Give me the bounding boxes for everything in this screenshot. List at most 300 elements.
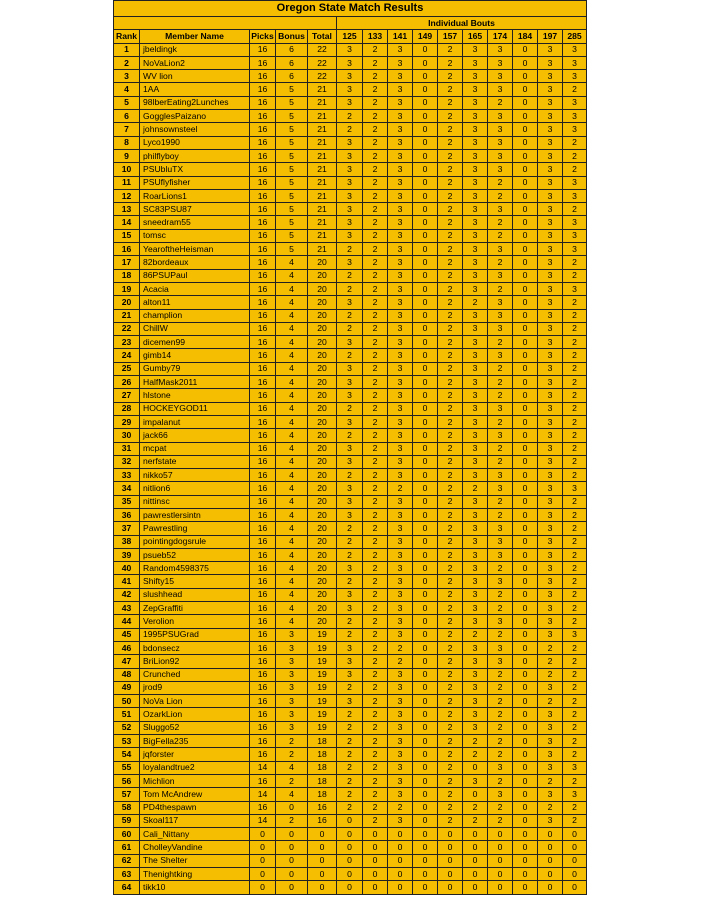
cell-bout-141: 3	[388, 349, 413, 362]
cell-bout-133: 2	[363, 575, 388, 588]
cell-bout-125: 3	[337, 389, 363, 402]
cell-bout-125: 3	[337, 362, 363, 375]
cell-rank: 62	[114, 854, 140, 867]
cell-bout-165: 3	[463, 70, 488, 83]
cell-bout-197: 3	[538, 256, 563, 269]
cell-picks: 16	[250, 43, 276, 56]
cell-bout-174: 2	[488, 668, 513, 681]
cell-bout-165: 3	[463, 376, 488, 389]
cell-bout-197: 3	[538, 788, 563, 801]
cell-bout-149: 0	[413, 362, 438, 375]
cell-picks: 16	[250, 522, 276, 535]
results-table	[113, 0, 587, 895]
cell-bout-184: 0	[513, 336, 538, 349]
cell-bout-125: 0	[337, 841, 363, 854]
cell-bout-184: 0	[513, 269, 538, 282]
cell-bout-165: 3	[463, 508, 488, 521]
cell-picks: 16	[250, 442, 276, 455]
cell-picks: 16	[250, 70, 276, 83]
cell-member-name: Crunched	[140, 668, 250, 681]
cell-bout-174: 2	[488, 362, 513, 375]
cell-bout-157: 2	[438, 415, 463, 428]
cell-bout-149: 0	[413, 243, 438, 256]
cell-bout-149: 0	[413, 721, 438, 734]
cell-bout-197: 3	[538, 748, 563, 761]
cell-bout-133: 2	[363, 508, 388, 521]
cell-member-name: nerfstate	[140, 455, 250, 468]
cell-bout-125: 2	[337, 774, 363, 787]
cell-bout-165: 3	[463, 123, 488, 136]
cell-bonus: 3	[276, 721, 308, 734]
cell-member-name: nitlion6	[140, 482, 250, 495]
cell-member-name: mcpat	[140, 442, 250, 455]
cell-bout-197: 3	[538, 602, 563, 615]
cell-total: 16	[308, 814, 337, 827]
cell-bout-141: 3	[388, 814, 413, 827]
cell-bout-133: 2	[363, 469, 388, 482]
cell-bout-184: 0	[513, 681, 538, 694]
cell-total: 0	[308, 854, 337, 867]
cell-bout-165: 2	[463, 748, 488, 761]
cell-bout-133: 2	[363, 189, 388, 202]
cell-member-name: alton11	[140, 296, 250, 309]
cell-bout-285: 2	[563, 641, 587, 654]
cell-bout-125: 3	[337, 336, 363, 349]
cell-bout-157: 2	[438, 495, 463, 508]
cell-bout-285: 2	[563, 296, 587, 309]
cell-bout-165: 3	[463, 243, 488, 256]
cell-bout-197: 3	[538, 216, 563, 229]
cell-total: 20	[308, 588, 337, 601]
cell-rank: 44	[114, 615, 140, 628]
cell-bout-174: 2	[488, 216, 513, 229]
cell-member-name: johnsownsteel	[140, 123, 250, 136]
cell-bonus: 4	[276, 269, 308, 282]
cell-rank: 10	[114, 163, 140, 176]
cell-bout-157: 2	[438, 695, 463, 708]
cell-member-name: pawrestlersintn	[140, 508, 250, 521]
cell-bout-133: 2	[363, 322, 388, 335]
cell-bout-149: 0	[413, 429, 438, 442]
cell-bonus: 3	[276, 681, 308, 694]
cell-bout-285: 2	[563, 256, 587, 269]
cell-bout-285: 2	[563, 548, 587, 561]
table-row	[114, 243, 587, 256]
cell-total: 20	[308, 442, 337, 455]
header-spacer	[114, 17, 337, 30]
cell-bout-149: 0	[413, 841, 438, 854]
cell-bout-184: 0	[513, 588, 538, 601]
cell-bout-125: 3	[337, 455, 363, 468]
cell-bout-174: 2	[488, 229, 513, 242]
cell-bout-157: 2	[438, 641, 463, 654]
cell-rank: 55	[114, 761, 140, 774]
cell-bout-184: 0	[513, 70, 538, 83]
cell-bout-133: 2	[363, 43, 388, 56]
cell-member-name: tikk10	[140, 881, 250, 894]
cell-bonus: 4	[276, 602, 308, 615]
cell-bout-133: 2	[363, 482, 388, 495]
cell-rank: 37	[114, 522, 140, 535]
cell-member-name: jrod9	[140, 681, 250, 694]
cell-bout-141: 3	[388, 216, 413, 229]
cell-bout-141: 3	[388, 389, 413, 402]
table-row	[114, 376, 587, 389]
cell-total: 21	[308, 216, 337, 229]
cell-bout-157: 2	[438, 256, 463, 269]
cell-rank: 61	[114, 841, 140, 854]
cell-bout-125: 2	[337, 761, 363, 774]
cell-bout-184: 0	[513, 243, 538, 256]
cell-bout-141: 3	[388, 189, 413, 202]
cell-bout-197: 3	[538, 469, 563, 482]
cell-picks: 0	[250, 841, 276, 854]
cell-bout-157: 2	[438, 362, 463, 375]
cell-member-name: BigFella235	[140, 735, 250, 748]
cell-member-name: WV lion	[140, 70, 250, 83]
cell-bout-285: 2	[563, 136, 587, 149]
cell-bout-174: 2	[488, 721, 513, 734]
table-row	[114, 296, 587, 309]
cell-rank: 35	[114, 495, 140, 508]
cell-bout-133: 2	[363, 801, 388, 814]
cell-bout-133: 2	[363, 136, 388, 149]
cell-bonus: 6	[276, 43, 308, 56]
cell-bonus: 4	[276, 442, 308, 455]
cell-bout-125: 2	[337, 349, 363, 362]
cell-member-name: 82bordeaux	[140, 256, 250, 269]
cell-bout-157: 2	[438, 588, 463, 601]
cell-member-name: Acacia	[140, 282, 250, 295]
cell-bout-184: 0	[513, 854, 538, 867]
cell-picks: 0	[250, 868, 276, 881]
cell-bout-285: 3	[563, 176, 587, 189]
table-row	[114, 362, 587, 375]
cell-bout-149: 0	[413, 495, 438, 508]
cell-bout-197: 3	[538, 149, 563, 162]
cell-member-name: slushhead	[140, 588, 250, 601]
cell-bout-149: 0	[413, 548, 438, 561]
cell-bout-165: 3	[463, 641, 488, 654]
cell-bout-125: 2	[337, 309, 363, 322]
cell-rank: 63	[114, 868, 140, 881]
cell-bout-125: 3	[337, 641, 363, 654]
cell-picks: 16	[250, 469, 276, 482]
cell-bout-184: 0	[513, 163, 538, 176]
cell-rank: 45	[114, 628, 140, 641]
cell-picks: 16	[250, 189, 276, 202]
table-row	[114, 282, 587, 295]
cell-bout-149: 0	[413, 868, 438, 881]
cell-bout-165: 3	[463, 136, 488, 149]
cell-bout-149: 0	[413, 189, 438, 202]
column-header-bout-125: 125	[337, 30, 363, 43]
cell-member-name: 1995PSUGrad	[140, 628, 250, 641]
cell-total: 21	[308, 176, 337, 189]
cell-bout-149: 0	[413, 788, 438, 801]
cell-bout-133: 2	[363, 641, 388, 654]
table-row	[114, 336, 587, 349]
cell-bout-165: 3	[463, 336, 488, 349]
cell-bout-184: 0	[513, 522, 538, 535]
cell-bout-285: 2	[563, 814, 587, 827]
cell-bout-174: 3	[488, 163, 513, 176]
cell-bout-133: 2	[363, 70, 388, 83]
cell-bout-285: 3	[563, 229, 587, 242]
cell-bout-174: 2	[488, 495, 513, 508]
table-row	[114, 229, 587, 242]
cell-bout-197: 3	[538, 402, 563, 415]
table-row	[114, 548, 587, 561]
cell-bout-133: 2	[363, 655, 388, 668]
cell-bout-174: 2	[488, 455, 513, 468]
table-row	[114, 429, 587, 442]
cell-bout-285: 2	[563, 163, 587, 176]
cell-member-name: sneedram55	[140, 216, 250, 229]
cell-bout-285: 2	[563, 149, 587, 162]
cell-bout-141: 3	[388, 269, 413, 282]
cell-total: 20	[308, 615, 337, 628]
cell-bout-149: 0	[413, 309, 438, 322]
cell-member-name: tomsc	[140, 229, 250, 242]
cell-bout-141: 3	[388, 70, 413, 83]
cell-bout-197: 3	[538, 681, 563, 694]
cell-picks: 16	[250, 362, 276, 375]
cell-rank: 52	[114, 721, 140, 734]
table-row	[114, 322, 587, 335]
cell-bout-197: 3	[538, 761, 563, 774]
cell-bout-165: 3	[463, 774, 488, 787]
cell-total: 20	[308, 362, 337, 375]
cell-bout-197: 3	[538, 123, 563, 136]
cell-bout-141: 3	[388, 376, 413, 389]
cell-bout-157: 2	[438, 482, 463, 495]
cell-picks: 16	[250, 721, 276, 734]
cell-total: 20	[308, 602, 337, 615]
cell-bout-184: 0	[513, 349, 538, 362]
cell-bout-141: 0	[388, 868, 413, 881]
cell-rank: 64	[114, 881, 140, 894]
table-row	[114, 602, 587, 615]
cell-bout-125: 3	[337, 56, 363, 69]
table-row	[114, 668, 587, 681]
cell-bout-125: 2	[337, 269, 363, 282]
cell-bout-165: 2	[463, 628, 488, 641]
cell-bout-133: 2	[363, 110, 388, 123]
cell-total: 21	[308, 163, 337, 176]
cell-bout-149: 0	[413, 402, 438, 415]
cell-bout-133: 2	[363, 814, 388, 827]
cell-bout-157: 2	[438, 56, 463, 69]
cell-bout-149: 0	[413, 774, 438, 787]
cell-bout-141: 3	[388, 256, 413, 269]
cell-bout-197: 0	[538, 841, 563, 854]
cell-bout-184: 0	[513, 868, 538, 881]
cell-member-name: The Shelter	[140, 854, 250, 867]
cell-bout-197: 3	[538, 349, 563, 362]
cell-bout-184: 0	[513, 562, 538, 575]
cell-member-name: hlstone	[140, 389, 250, 402]
cell-bout-197: 3	[538, 535, 563, 548]
cell-bonus: 0	[276, 828, 308, 841]
cell-bout-157: 2	[438, 309, 463, 322]
table-row	[114, 256, 587, 269]
cell-total: 21	[308, 136, 337, 149]
cell-bout-157: 2	[438, 655, 463, 668]
cell-bout-133: 2	[363, 668, 388, 681]
cell-bout-285: 0	[563, 854, 587, 867]
cell-bout-285: 2	[563, 735, 587, 748]
cell-rank: 9	[114, 149, 140, 162]
table-row	[114, 562, 587, 575]
cell-bout-184: 0	[513, 828, 538, 841]
cell-bout-149: 0	[413, 110, 438, 123]
cell-rank: 12	[114, 189, 140, 202]
cell-bout-174: 0	[488, 881, 513, 894]
cell-rank: 24	[114, 349, 140, 362]
cell-bout-125: 3	[337, 482, 363, 495]
cell-bout-149: 0	[413, 735, 438, 748]
cell-bout-141: 3	[388, 322, 413, 335]
cell-bout-157: 2	[438, 83, 463, 96]
cell-member-name: pointingdogsrule	[140, 535, 250, 548]
cell-picks: 16	[250, 615, 276, 628]
cell-bout-174: 2	[488, 735, 513, 748]
cell-picks: 0	[250, 854, 276, 867]
cell-bout-141: 3	[388, 282, 413, 295]
cell-picks: 16	[250, 336, 276, 349]
cell-bout-125: 2	[337, 402, 363, 415]
cell-bout-125: 3	[337, 668, 363, 681]
cell-bout-174: 3	[488, 535, 513, 548]
cell-bout-197: 2	[538, 655, 563, 668]
cell-member-name: Verolion	[140, 615, 250, 628]
cell-bout-165: 3	[463, 602, 488, 615]
cell-bout-184: 0	[513, 96, 538, 109]
cell-bout-141: 3	[388, 721, 413, 734]
cell-bout-184: 0	[513, 402, 538, 415]
cell-bonus: 5	[276, 83, 308, 96]
cell-bout-125: 3	[337, 176, 363, 189]
cell-bout-141: 3	[388, 535, 413, 548]
cell-bout-165: 3	[463, 655, 488, 668]
cell-bout-141: 3	[388, 442, 413, 455]
cell-bout-285: 2	[563, 655, 587, 668]
column-header-bout-184: 184	[513, 30, 538, 43]
cell-total: 20	[308, 548, 337, 561]
cell-picks: 16	[250, 96, 276, 109]
cell-bout-184: 0	[513, 774, 538, 787]
cell-total: 21	[308, 110, 337, 123]
cell-bout-133: 2	[363, 535, 388, 548]
cell-bout-149: 0	[413, 469, 438, 482]
cell-bonus: 4	[276, 256, 308, 269]
cell-bout-125: 3	[337, 149, 363, 162]
cell-bonus: 2	[276, 748, 308, 761]
cell-member-name: loyalandtrue2	[140, 761, 250, 774]
cell-bout-133: 2	[363, 681, 388, 694]
cell-rank: 22	[114, 322, 140, 335]
cell-bout-157: 0	[438, 854, 463, 867]
cell-bout-133: 2	[363, 362, 388, 375]
cell-bout-141: 3	[388, 96, 413, 109]
cell-bout-149: 0	[413, 814, 438, 827]
cell-bonus: 5	[276, 123, 308, 136]
cell-rank: 36	[114, 508, 140, 521]
cell-member-name: PD4thespawn	[140, 801, 250, 814]
cell-bout-141: 3	[388, 110, 413, 123]
cell-bonus: 4	[276, 349, 308, 362]
cell-bout-157: 2	[438, 708, 463, 721]
cell-rank: 59	[114, 814, 140, 827]
table-row	[114, 881, 587, 894]
cell-bout-285: 2	[563, 774, 587, 787]
cell-bout-149: 0	[413, 269, 438, 282]
cell-bout-184: 0	[513, 110, 538, 123]
sheet-title: Oregon State Match Results	[114, 1, 587, 17]
cell-bout-125: 3	[337, 508, 363, 521]
cell-bout-165: 3	[463, 229, 488, 242]
cell-bout-157: 2	[438, 282, 463, 295]
cell-bout-149: 0	[413, 322, 438, 335]
cell-bout-157: 0	[438, 868, 463, 881]
cell-bout-149: 0	[413, 83, 438, 96]
cell-bout-149: 0	[413, 415, 438, 428]
cell-bout-125: 0	[337, 828, 363, 841]
cell-bout-125: 3	[337, 296, 363, 309]
cell-bout-285: 3	[563, 96, 587, 109]
cell-bout-197: 3	[538, 522, 563, 535]
cell-total: 0	[308, 868, 337, 881]
cell-picks: 16	[250, 655, 276, 668]
cell-member-name: 86PSUPaul	[140, 269, 250, 282]
cell-bout-141: 3	[388, 695, 413, 708]
cell-member-name: Sluggo52	[140, 721, 250, 734]
cell-bout-197: 3	[538, 136, 563, 149]
cell-total: 16	[308, 801, 337, 814]
cell-bout-141: 3	[388, 163, 413, 176]
cell-total: 20	[308, 376, 337, 389]
cell-rank: 31	[114, 442, 140, 455]
cell-bout-133: 2	[363, 282, 388, 295]
cell-bout-125: 3	[337, 70, 363, 83]
cell-bout-184: 0	[513, 256, 538, 269]
cell-total: 20	[308, 562, 337, 575]
cell-bout-149: 0	[413, 442, 438, 455]
cell-total: 20	[308, 322, 337, 335]
cell-bout-149: 0	[413, 296, 438, 309]
cell-rank: 16	[114, 243, 140, 256]
cell-bout-141: 3	[388, 495, 413, 508]
cell-total: 22	[308, 70, 337, 83]
cell-bout-197: 3	[538, 83, 563, 96]
cell-bout-133: 2	[363, 296, 388, 309]
cell-bout-157: 2	[438, 469, 463, 482]
cell-bout-125: 2	[337, 708, 363, 721]
cell-bonus: 5	[276, 110, 308, 123]
cell-bout-157: 2	[438, 721, 463, 734]
cell-bout-133: 2	[363, 402, 388, 415]
cell-bonus: 4	[276, 455, 308, 468]
cell-bout-133: 2	[363, 735, 388, 748]
cell-bout-165: 3	[463, 389, 488, 402]
cell-member-name: 98lberEating2Lunches	[140, 96, 250, 109]
cell-bout-133: 2	[363, 415, 388, 428]
cell-bout-157: 2	[438, 296, 463, 309]
cell-member-name: SC83PSU87	[140, 203, 250, 216]
cell-bout-141: 3	[388, 123, 413, 136]
table-row	[114, 216, 587, 229]
